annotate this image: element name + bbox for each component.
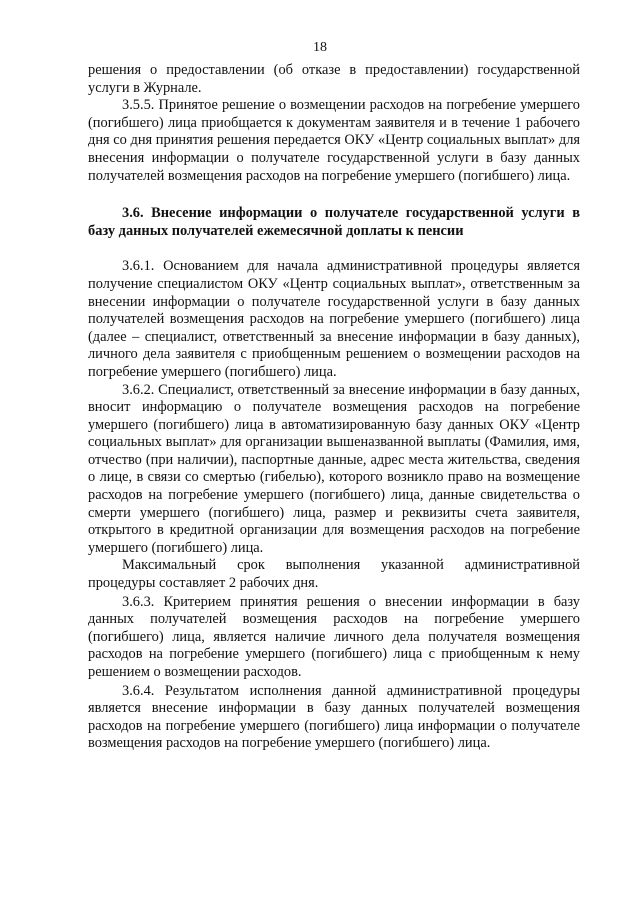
paragraph-max-term: Максимальный срок выполнения указанной административной процедуры составляет 2 рабочих дня. <box>88 557 580 592</box>
page-number: 18 <box>313 40 327 55</box>
paragraph-3-6-4: 3.6.4. Результатом исполнения данной административной процедуры является внесение информации в базу данных получателей возмещения расходов на погребение умершего (погибшего) лица информации о получателе возмещения расходов на погребение умершего (погибшего) лица. <box>88 682 580 752</box>
section-heading-3-6: 3.6. Внесение информации о получателе государственной услуги в базу данных получателей ежемесячной доплаты к пенсии <box>88 205 580 239</box>
paragraph-3-6-1: 3.6.1. Основанием для начала административной процедуры является получение специалистом ОКУ «Центр социальных выплат», ответственным за внесении информации о получателе государственной услуги в базу данных получателей возмещения расходов на погребение умершего (погибшего) лица (далее – специалист, ответственный за внесение информации в базу данных), личного дела заявителя с приобщенным решением о возмещении расходов на погребение умершего (погибшего) лица. <box>88 258 580 380</box>
paragraph-continuation: решения о предоставлении (об отказе в предоставлении) государственной услуги в Журнале. <box>88 62 580 96</box>
paragraph-3-6-3: 3.6.3. Критерием принятия решения о внесении информации в базу данных получателей возмещения расходов на погребение умершего (погибшего) лица, является наличие личного дела получателя возмещения расходов на погребение умершего (погибшего) лица с приобщенным к нему решением о возмещении расходов. <box>88 593 580 680</box>
document-body <box>88 62 580 753</box>
paragraph-3-5-5: 3.5.5. Принятое решение о возмещении расходов на погребение умершего (погибшего) лица приобщается к документам заявителя и в течение 1 рабочего дня со дня принятия решения передается ОКУ «Центр социальных выплат» для внесения информации о получателе государственной услуги в базу данных получателей возмещения расходов на погребение умершего (погибшего) лица. <box>88 97 580 184</box>
paragraph-3-6-2: 3.6.2. Специалист, ответственный за внесение информации в базу данных, вносит информацию о получателе возмещения расходов на погребение умершего (погибшего) лица в автоматизированную базу данных ОКУ «Центр социальных выплат» для организации вышеназванной выплаты (Фамилия, имя, отчество (при наличии), паспортные данные, адрес места жительства, сведения о лице, в связи со смертью (гибелью), которого возникло право на возмещение расходов на погребение умершего (погибшего) лица, данные свидетельства о смерти умершего (погибшего) лица, размер и реквизиты счета заявителя, открытого в кредитной организации для возмещения расходов на погребение умершего (погибшего) лица. <box>88 381 580 556</box>
